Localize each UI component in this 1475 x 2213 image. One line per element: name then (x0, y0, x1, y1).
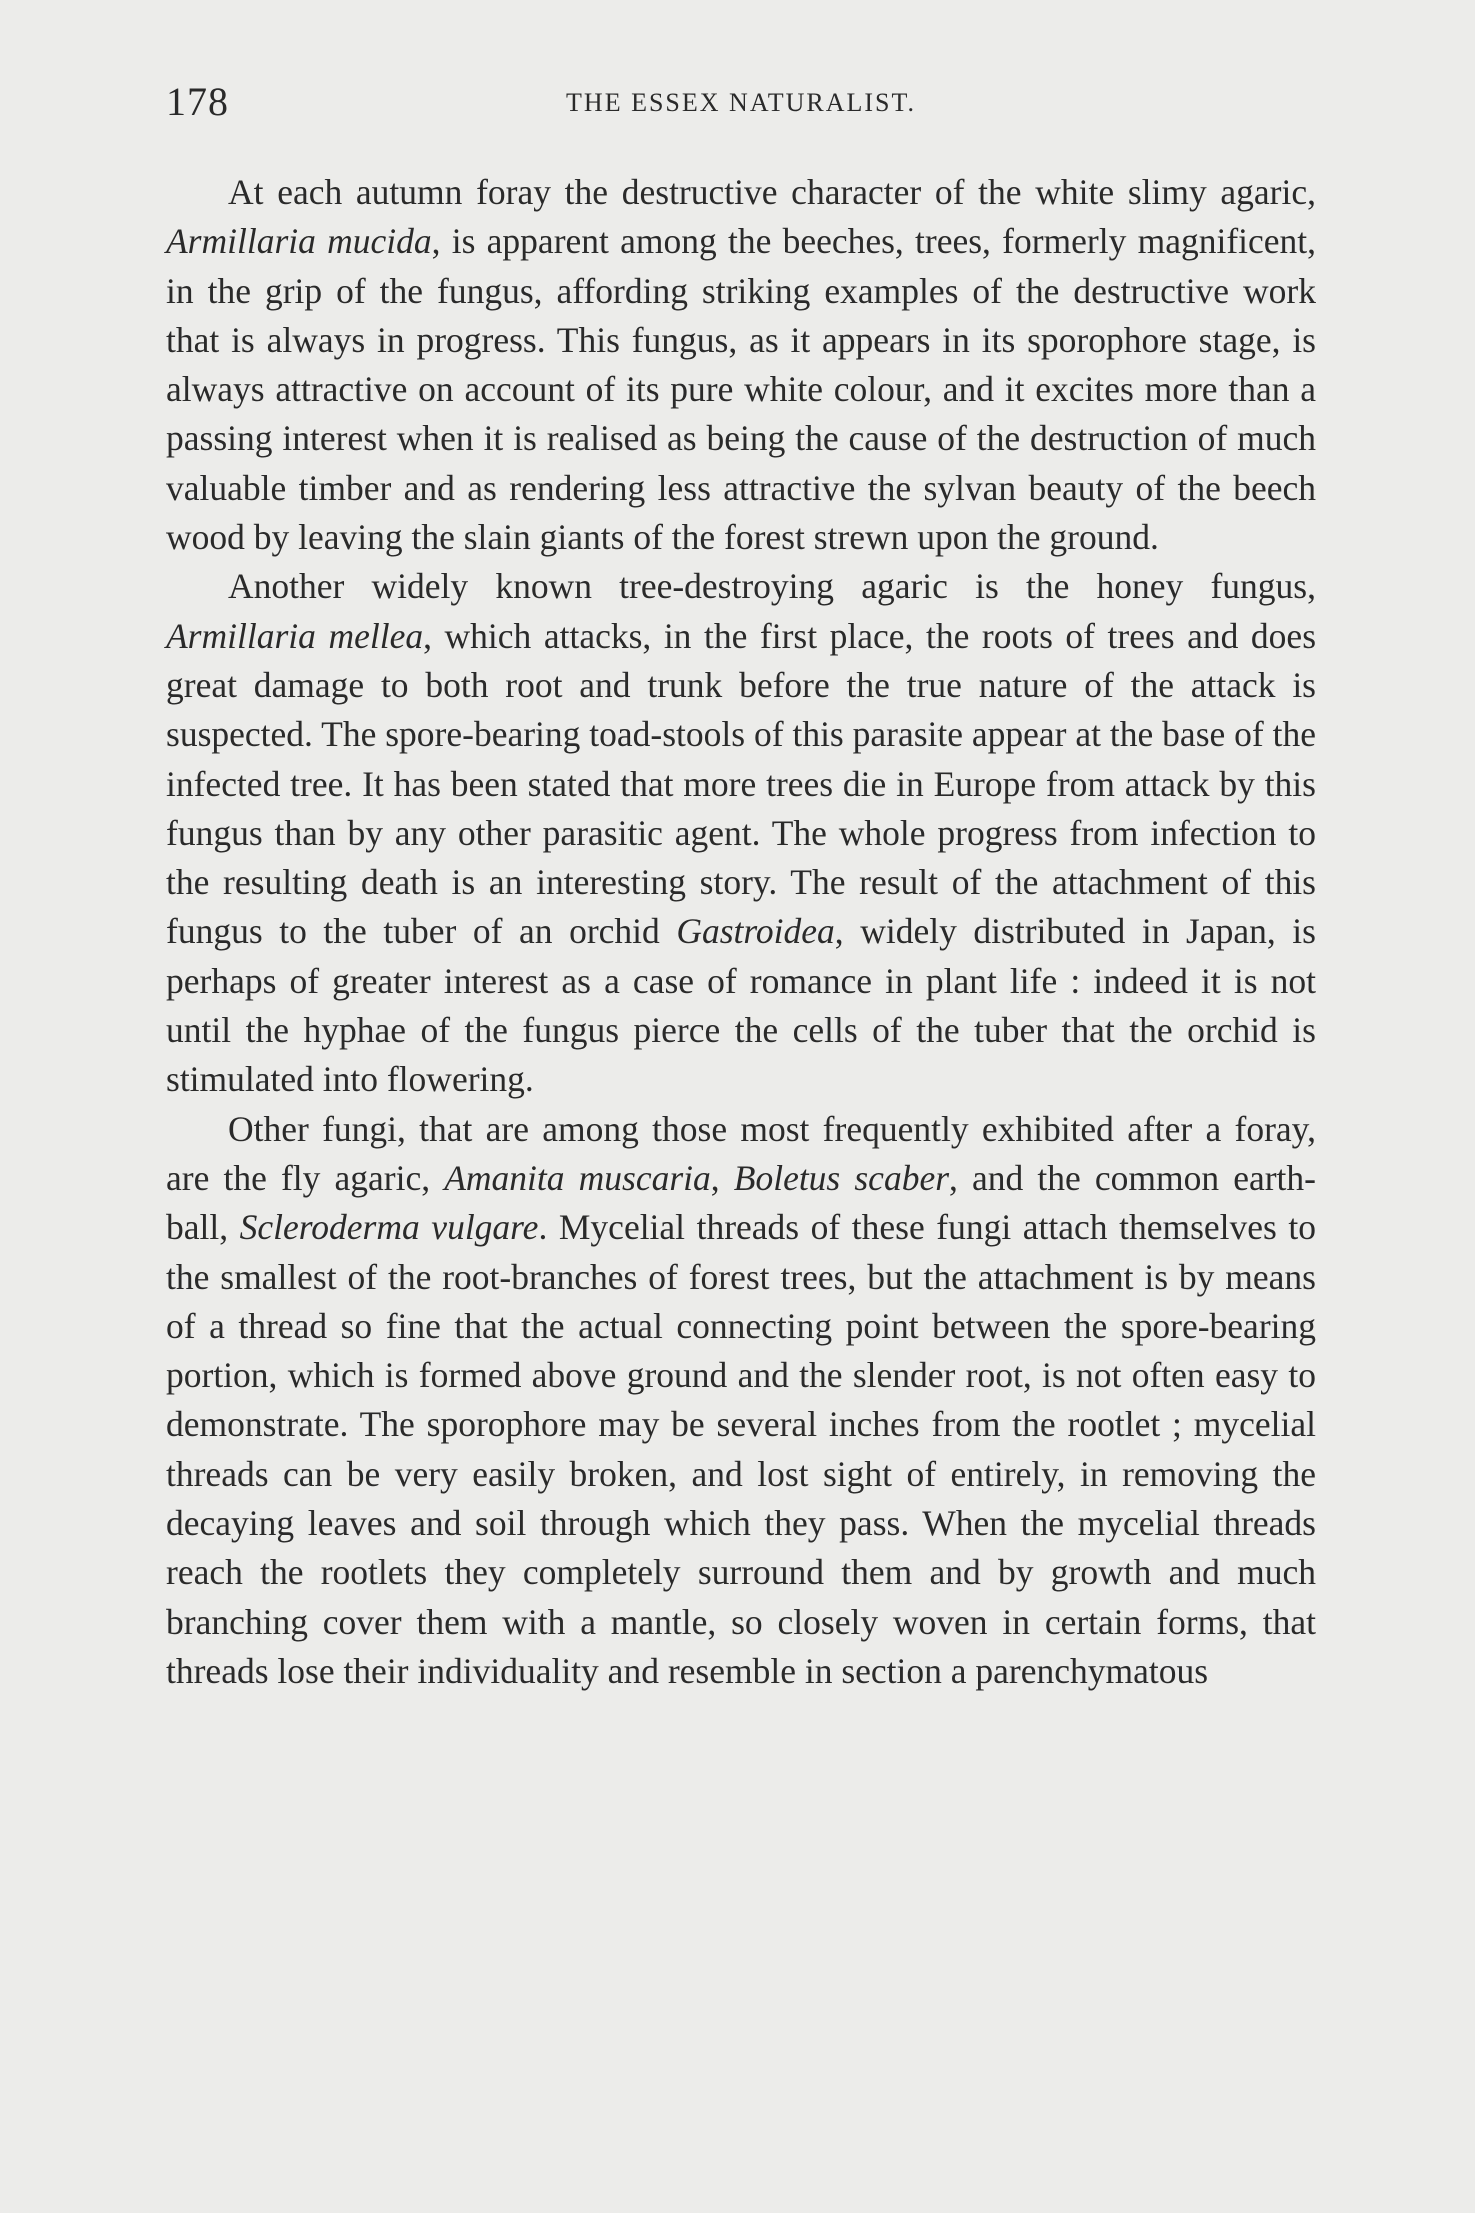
species-name: Gastroidea (676, 911, 835, 952)
text-run: , (710, 1157, 734, 1198)
text-run: Another widely known tree-destroying agaric is the honey fungus, (228, 566, 1316, 607)
text-run: , widely distributed in Japan, is perhaps of greater interest as a case of romance in plant life : indeed it is not until the hyphae of the fungus pierce the cells of the tuber that the orchid is stimulated into flowering. (166, 911, 1316, 1100)
page-header (166, 78, 1316, 138)
species-name: Armillaria mellea (166, 615, 424, 656)
text-run: . Mycelial threads of these fungi attach themselves to the smallest of the root-branches of forest trees, but the attachment is by means of a thread so fine that the actual connecting point between the spore-bearing portion, which is formed above ground and the slender root, is not often easy to demonstrate. The sporophore may be several inches from the rootlet ; mycelial threads can be very easily broken, and lost sight of entirely, in removing the decaying leaves and soil through which they pass. When the mycelial threads reach the rootlets they completely surround them and by growth and much branching cover them with a mantle, so closely woven in certain forms, that threads lose their individuality and resemble in section a parenchymatous (166, 1207, 1316, 1691)
paragraph (166, 562, 1316, 1104)
paragraph (166, 168, 1316, 562)
species-name: Amanita muscaria (444, 1157, 711, 1198)
page-number: 178 (166, 79, 229, 124)
species-name: Scleroderma vulgare (239, 1207, 539, 1248)
species-name: Boletus scaber (733, 1157, 950, 1198)
species-name: Armillaria mucida (166, 221, 432, 262)
paragraph (166, 1105, 1316, 1697)
running-head: THE ESSEX NATURALIST. (566, 88, 916, 117)
body-text (166, 168, 1316, 1696)
text-run: , which attacks, in the first place, the roots of trees and does great damage to both root and trunk before the true nature of the attack is suspected. The spore-bearing toad-stools of this parasite appear at the base of the infected tree. It has been stated that more trees die in Europe from attack by this fungus than by any other parasitic agent. The whole progress from infection to the resulting death is an interesting story. The result of the attachment of this fungus to the tuber of an orchid (166, 615, 1317, 952)
text-run: , and the common earth-ball, (166, 1157, 1316, 1248)
text-run: Other fungi, that are among those most frequently exhibited after a foray, are the fly agaric, (166, 1108, 1316, 1198)
text-run: At each autumn foray the destructive character of the white slimy agaric, (228, 172, 1316, 212)
text-run: , is apparent among the beeches, trees, formerly magnificent, in the grip of the fungus, affording striking examples of the destructive work that is always in progress. This fungus, as it appears in its sporophore stage, is always attractive on account of its pure white colour, and it excites more than a passing interest when it is realised as being the cause of the destruction of much valuable timber and as rendering less attractive the sylvan beauty of the beech wood by leaving the slain giants of the forest strewn upon the ground. (166, 221, 1316, 558)
